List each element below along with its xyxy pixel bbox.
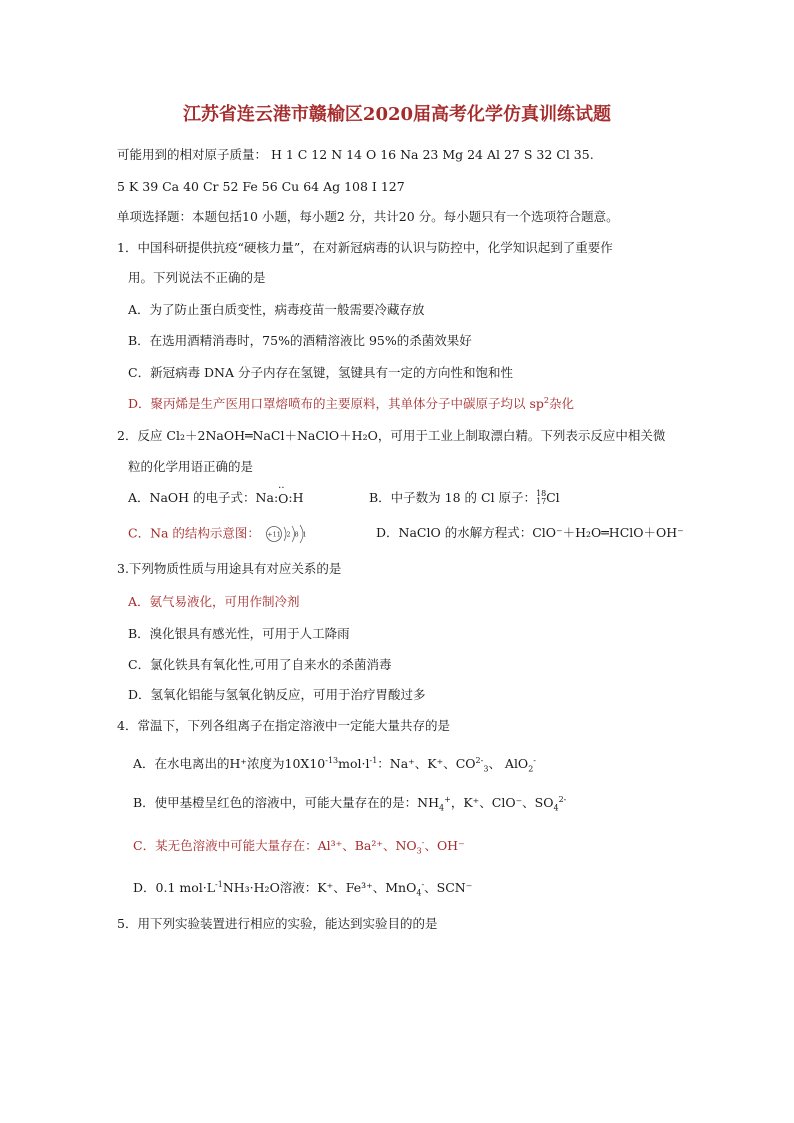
q2-option-b <box>369 489 560 507</box>
atomic-masses-line2: 5 K 39 Ca 40 Cr 52 Fe 56 Cu 64 Ag 108 I 127 <box>117 179 405 194</box>
q4-a-alo-charge: - <box>533 755 536 765</box>
q4-a-alo-sub: 2 <box>528 764 534 774</box>
q2-isotope-symbol: Cl <box>546 490 560 505</box>
q2-stem-line1: 2．反应 Cl₂＋2NaOH═NaCl＋NaClO＋H₂O，可用于工业上制取漂白精。下列表示反应中相关微 <box>117 428 666 443</box>
shell-1-electrons: 2 <box>286 530 291 539</box>
q4-d-mn-sub: 4 <box>416 888 422 898</box>
q4-a-co-charge: 2- <box>475 755 484 765</box>
q2-option-a-text: A．NaOH 的电子式：Na <box>128 490 274 505</box>
q4-option-b <box>133 794 566 812</box>
q2-option-c-text: C．Na 的结构示意图： <box>128 525 260 541</box>
q4-option-b-text: B．使甲基橙呈红色的溶液中，可能大量存在的是：NH <box>133 795 440 810</box>
q2-mass-number: 18 <box>536 488 547 498</box>
q5-stem: 5．用下列实验装置进行相应的实验，能达到实验目的的是 <box>117 916 438 931</box>
q4-c-oh: 、OH⁻ <box>424 838 465 853</box>
q4-option-d <box>133 879 472 897</box>
q2-electron-oxygen <box>278 482 289 508</box>
q4-a-alo: 、 AlO <box>488 756 529 771</box>
q3-option-c: C．氯化铁具有氧化性,可用了自来水的杀菌消毒 <box>128 657 392 672</box>
q4-a-exp: -13 <box>325 755 339 765</box>
q1-option-d <box>128 395 574 413</box>
q4-stem: 4．常温下，下列各组离子在指定溶液中一定能大量共存的是 <box>117 718 450 733</box>
q4-a-co-sub: 3 <box>483 764 489 774</box>
na-atom-structure-diagram <box>264 524 310 544</box>
section-intro: 单项选择题：本题包括10 小题，每小题2 分，共计20 分。每小题只有一个选项符合题意。 <box>117 209 619 224</box>
q2-electron-dots: ·· <box>278 482 285 494</box>
q2-atomic-number: 17 <box>536 496 547 506</box>
shell-3-electrons: 1 <box>302 530 307 539</box>
q2-oxygen-symbol: O <box>278 490 289 506</box>
q4-b-so-sub: 4 <box>553 803 559 813</box>
q2-option-d: D．NaClO 的水解方程式：ClO⁻＋H₂O═HClO＋OH⁻ <box>376 525 684 540</box>
q4-option-c-text: C．某无色溶液中可能大量存在：Al³⁺、Ba²⁺、NO <box>133 838 417 853</box>
q4-c-no-sub: 3 <box>416 846 422 856</box>
q4-d-exp: -1 <box>215 879 223 889</box>
q4-option-a-text: A．在水电离出的H⁺浓度为10X10 <box>133 756 326 771</box>
shell-2-electrons: 8 <box>294 530 299 539</box>
q4-a-unit: mol·l <box>338 756 370 771</box>
q4-d-mn-charge: - <box>421 879 425 889</box>
q1-option-d-tail: 杂化 <box>549 396 575 411</box>
q1-option-d-sup: 2 <box>543 395 550 405</box>
q2-isotope-numbers <box>536 490 546 506</box>
q2-option-b-text: B．中子数为 18 的 Cl 原子： <box>369 490 537 505</box>
q4-b-nh-charge: + <box>444 794 451 804</box>
q4-d-scn: 、SCN⁻ <box>424 880 473 895</box>
q4-d-ions: NH₃·H₂O溶液：K⁺、Fe³⁺、MnO <box>222 880 417 895</box>
q4-a-exp2: -1 <box>369 755 378 765</box>
q4-b-ions: ，K⁺、ClO⁻、SO <box>450 795 554 810</box>
q1-stem-line2: 用。下列说法不正确的是 <box>128 270 266 285</box>
q4-option-a <box>133 755 536 773</box>
q4-b-nh-sub: 4 <box>439 803 445 813</box>
q2-option-c <box>128 524 310 544</box>
q2-option-a <box>128 482 304 508</box>
q1-option-b: B．在选用酒精消毒时，75%的酒精溶液比 95%的杀菌效果好 <box>128 333 472 348</box>
q1-option-a: A．为了防止蛋白质变性，病毒疫苗一般需要冷藏存放 <box>128 302 425 317</box>
q3-option-b: B．溴化银具有感光性，可用于人工降雨 <box>128 626 350 641</box>
page-title: 江苏省连云港市赣榆区2020届高考化学仿真训练试题 <box>182 104 612 125</box>
q1-option-c: C．新冠病毒 DNA 分子内存在氢键，氢键具有一定的方向性和饱和性 <box>128 365 513 380</box>
q1-stem-line1: 1．中国科研提供抗疫“硬核力量”，在对新冠病毒的认识与防控中，化学知识起到了重要作 <box>117 240 613 255</box>
q1-option-d-text: D．聚丙烯是生产医用口罩熔喷布的主要原料，其单体分子中碳原子均以 sp <box>128 396 544 411</box>
atomic-masses-line1: 可能用到的相对原子质量： H 1 C 12 N 14 O 16 Na 23 Mg 24 Al 27 S 32 Cl 35. <box>117 147 594 162</box>
q3-option-a: A．氨气易液化，可用作制冷剂 <box>128 594 300 609</box>
q4-option-c <box>133 837 465 855</box>
nucleus-charge: +11 <box>267 530 281 539</box>
q2-electron-h: :H <box>288 490 304 505</box>
q4-a-ions: ：Na⁺、K⁺、CO <box>377 756 476 771</box>
q3-stem: 3.下列物质性质与用途具有对应关系的是 <box>117 561 342 576</box>
q4-option-d-text: D．0.1 mol·L <box>133 880 216 895</box>
q2-stem-line2: 粒的化学用语正确的是 <box>128 459 254 474</box>
q3-option-d: D．氢氧化铝能与氢氧化钠反应，可用于治疗胃酸过多 <box>128 687 426 702</box>
q4-b-so-charge: 2- <box>558 794 567 804</box>
q4-c-no-charge: - <box>421 837 425 847</box>
q2-electron-colon: : <box>273 490 279 505</box>
